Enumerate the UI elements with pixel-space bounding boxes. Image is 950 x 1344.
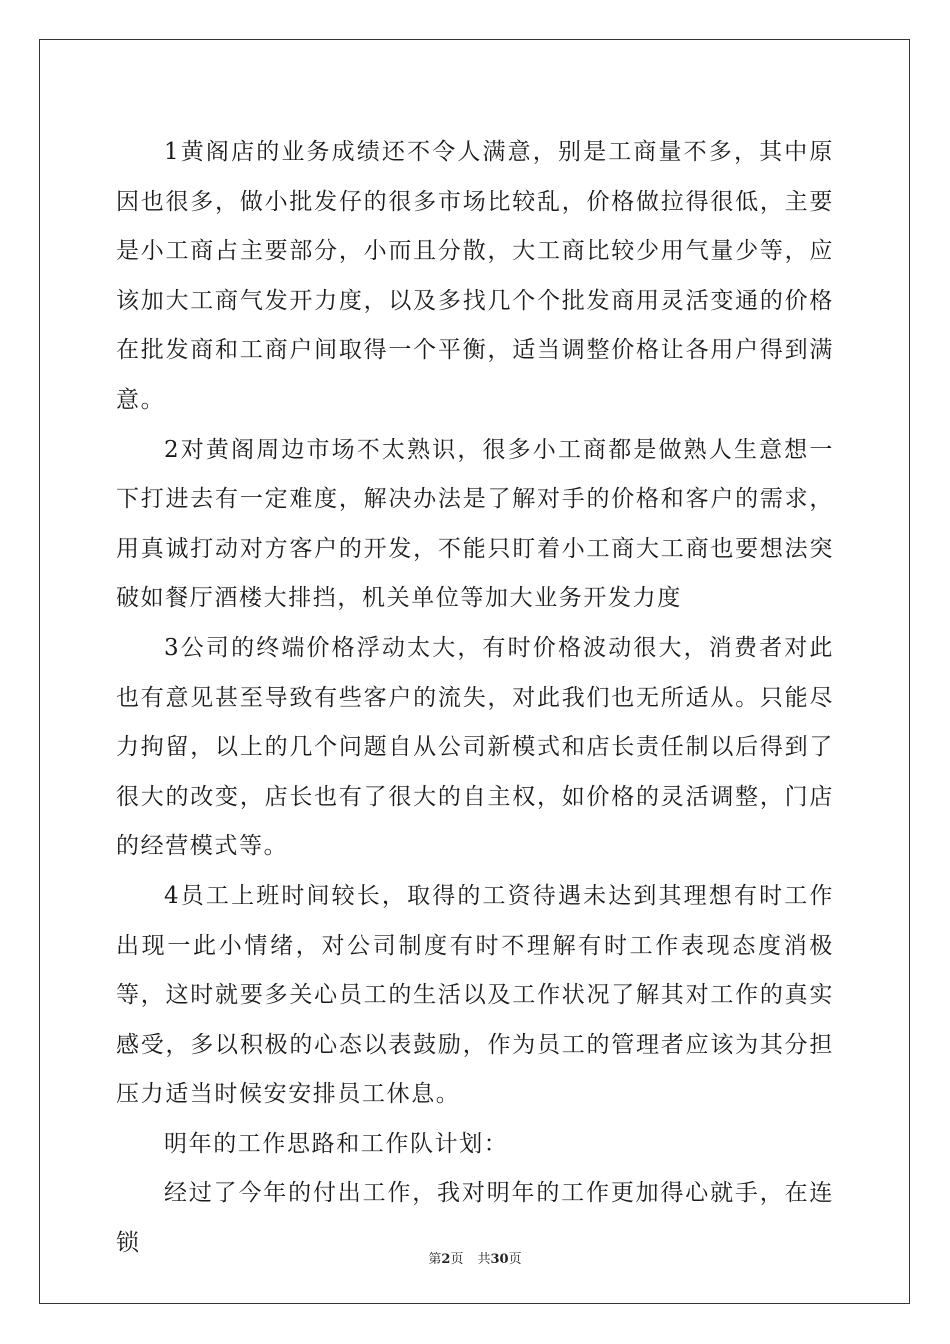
- page-suffix: 页: [450, 1252, 464, 1267]
- paragraph-2: 2对黄阁周边市场不太熟识，很多小工商都是做熟人生意想一下打进去有一定难度，解决办法是了解对手的价格和客户的需求，用真诚打动对方客户的开发，不能只盯着小工商大工商也要想法突破如餐厅酒楼大排挡，机关单位等加大业务开发力度: [116, 436, 834, 612]
- section-heading: 明年的工作思路和工作队计划：: [164, 1130, 509, 1157]
- total-pages: 30: [490, 1252, 509, 1267]
- paragraph-5: 经过了今年的付出工作，我对明年的工作更加得心就手，在连锁: [116, 1180, 834, 1257]
- page-number: 2: [441, 1252, 451, 1267]
- document-body: [116, 128, 834, 1269]
- page-prefix: 第: [428, 1252, 442, 1267]
- paragraph-4: 4员工上班时间较长，取得的工资待遇未达到其理想有时工作出现一此小情绪，对公司制度有时不理解有时工作表现态度消极等，这时就要多关心员工的生活以及工作状况了解其对工作的真实感受，多以积极的心态以表鼓励，作为员工的管理者应该为其分担压力适当时候安安排员工休息。: [116, 882, 834, 1108]
- paragraph-1: 1黄阁店的业务成绩还不令人满意，别是工商量不多，其中原因也很多，做小批发仔的很多市场比较乱，价格做拉得很低，主要是小工商占主要部分，小而且分散，大工商比较少用气量少等，应该加大工商气发开力度，以及多找几个个批发商用灵活变通的价格在批发商和工商户间取得一个平衡，适当调整价格让各用户得到满意。: [116, 139, 834, 413]
- page-footer: [0, 1248, 950, 1267]
- total-prefix: 共: [477, 1252, 491, 1267]
- paragraph-3: 3公司的终端价格浮动太大，有时价格波动很大，消费者对此也有意见甚至导致有些客户的流失，对此我们也无所适从。只能尽力拘留，以上的几个问题自从公司新模式和店长责任制以后得到了很大的改变，店长也有了很大的自主权，如价格的灵活调整，门店的经营模式等。: [116, 634, 834, 860]
- total-suffix: 页: [508, 1252, 522, 1267]
